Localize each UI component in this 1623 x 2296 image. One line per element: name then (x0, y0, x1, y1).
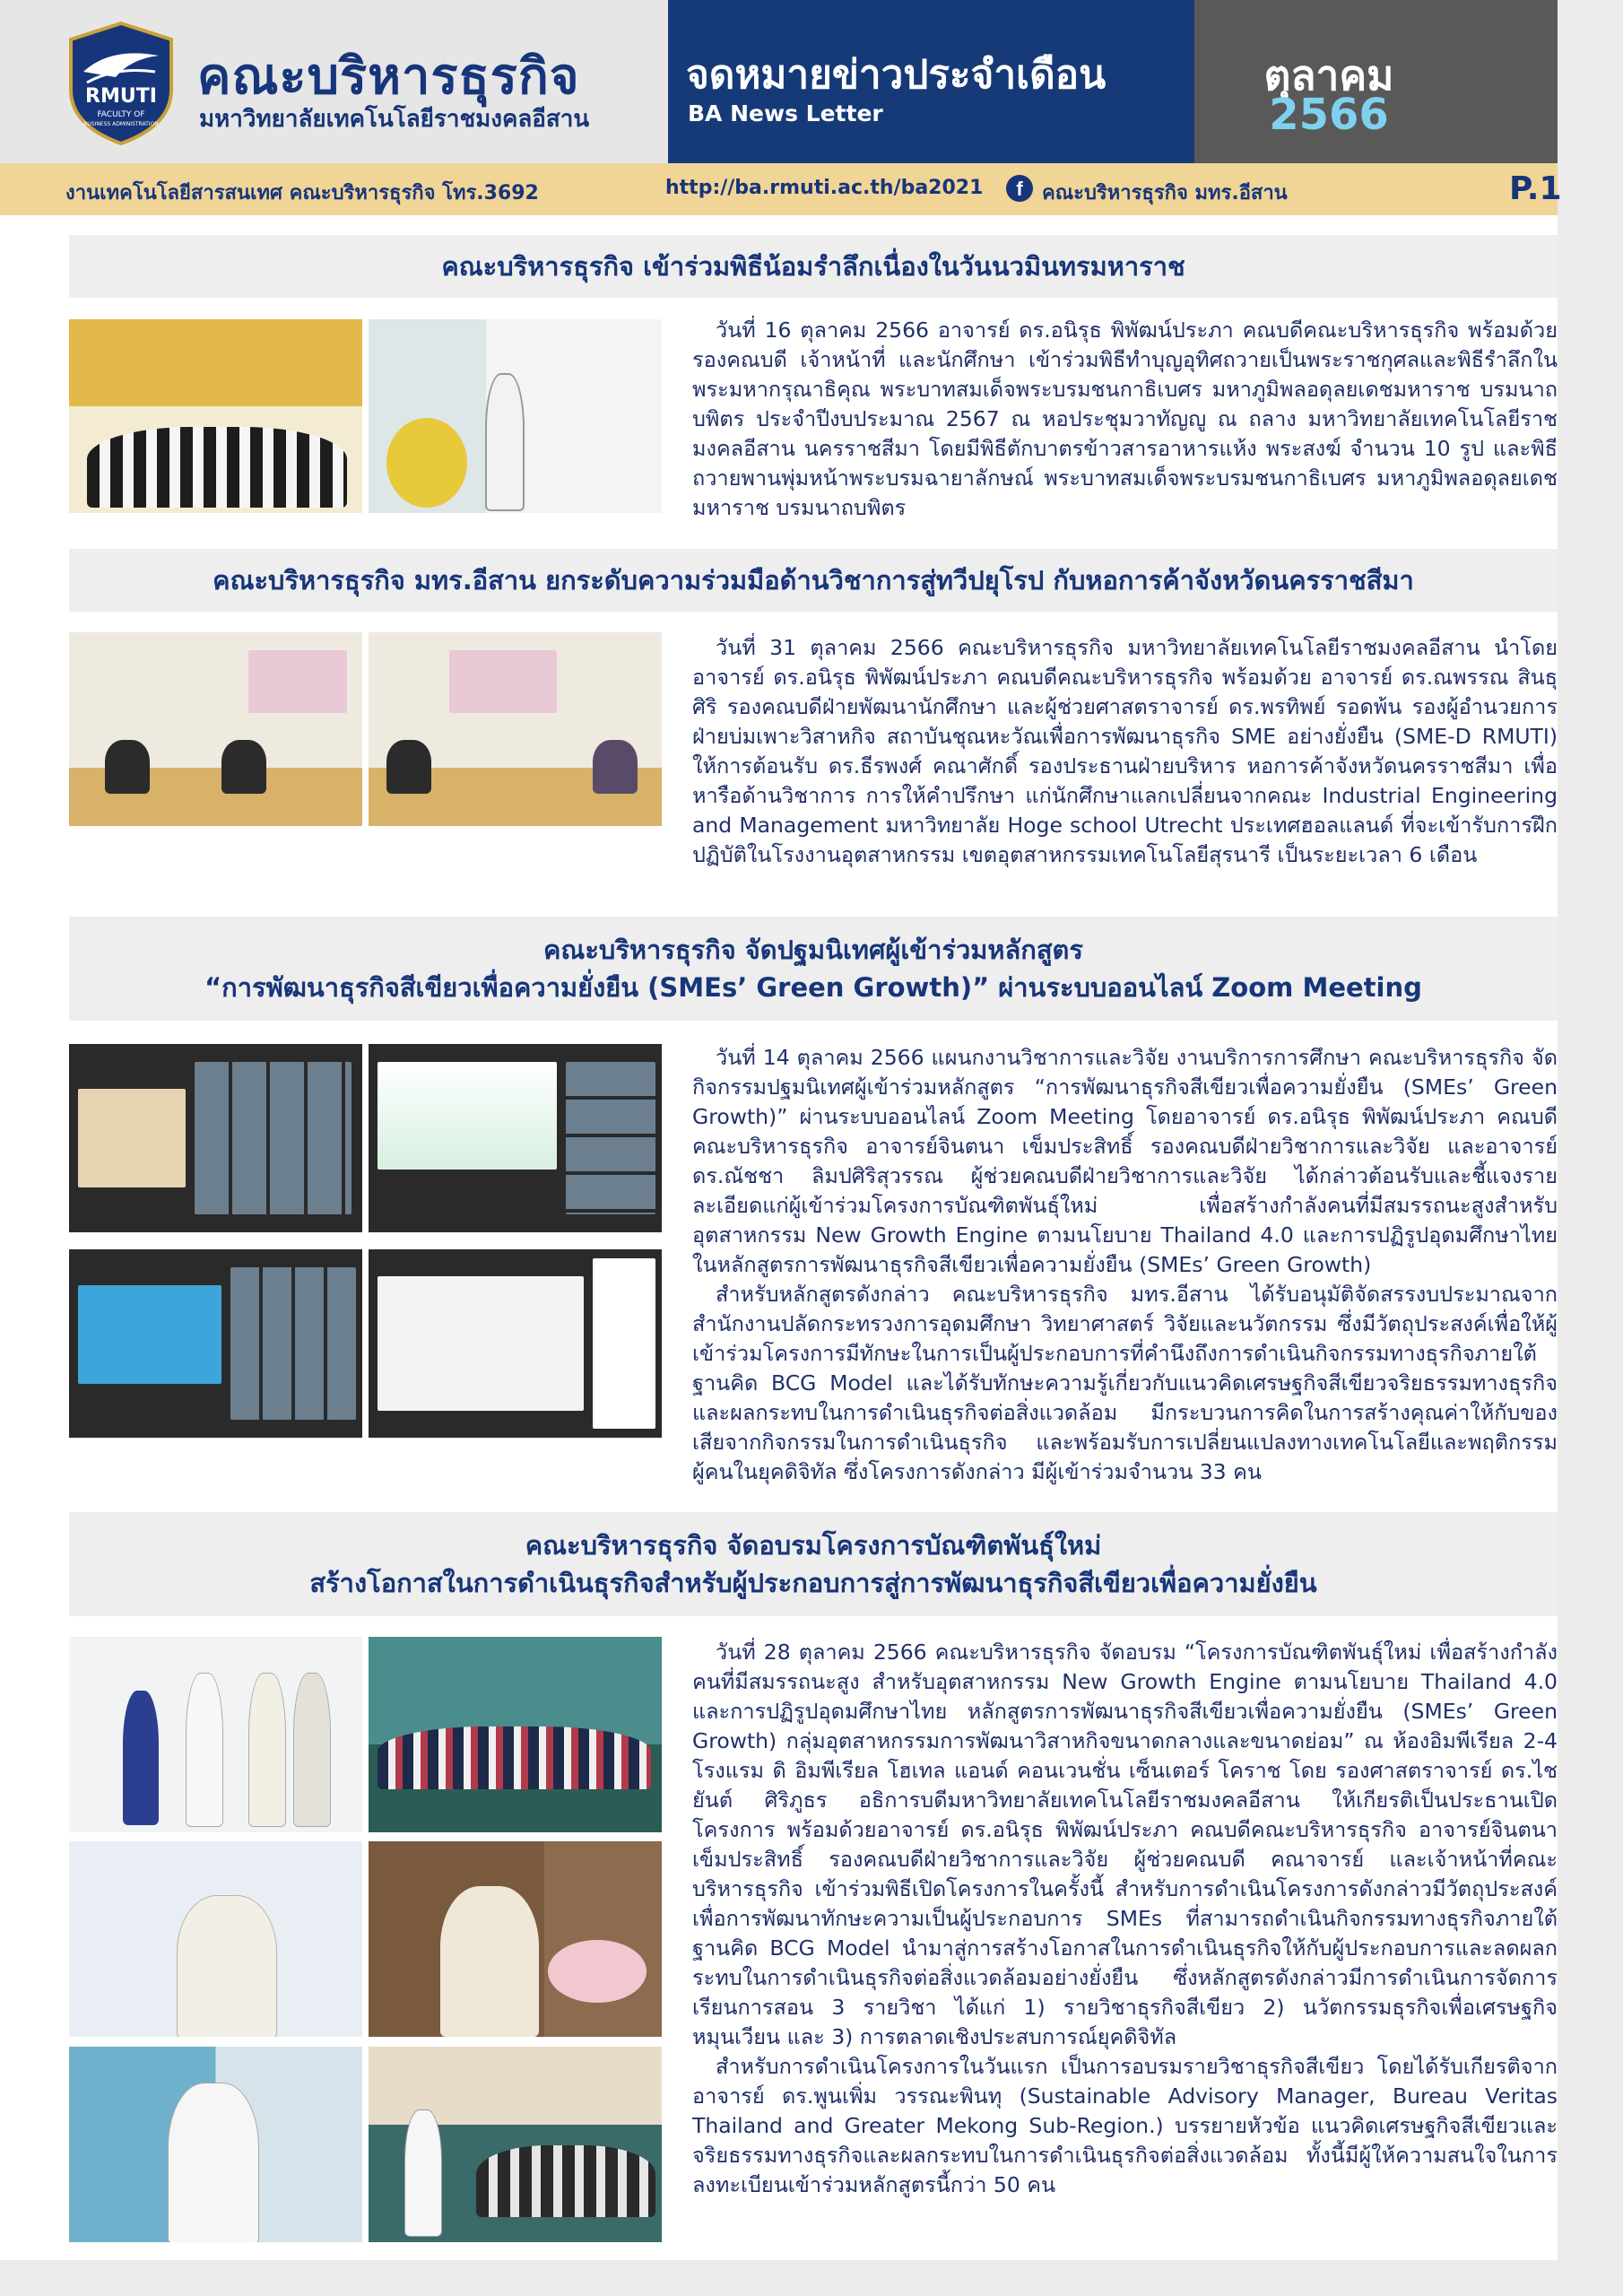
article-4-photo-speaker-2 (369, 1841, 662, 2037)
logo-subtext-1: FACULTY OF (97, 110, 145, 119)
article-3-paragraph-1: วันที่ 14 ตุลาคม 2566 แผนกงานวิชาการและวิจัย งานบริการการศึกษา คณะบริหารธุรกิจ จัดกิจกรรมปฐมนิเทศผู้เข้าร่วมหลักสูตร “การพัฒนาธุรกิจสีเขียวเพื่อความยั่งยืน (SMEs’ Green Growth)” ผ่านระบบออนไลน์ Zoom Meeting โดยอาจารย์ ดร.อนิรุธ พิพัฒน์ประภา คณบดีคณะบริหารธุรกิจ อาจารย์จินตนา เข็มประสิทธิ์ รองคณบดีฝ่ายวิชาการและวิจัย และอาจารย์ ดร.ณัชชา ลิมปศิริสุวรรณ ผู้ช่วยคณบดีฝ่ายวิชาการและวิจัย ได้กล่าวต้อนรับและชี้แจงรายละเอียดแก่ผู้เข้าร่วมโครงการบัณฑิตพันธุ์ใหม่ เพื่อสร้างกำลังคนที่มีสมรรถนะสูงสำหรับอุตสาหกรรม New Growth Engine ตามนโยบาย Thailand 4.0 และการปฏิรูปอุดมศึกษาไทย ในหลักสูตรการพัฒนาธุรกิจสีเขียวเพื่อความยั่งยืน (SMEs’ Green Growth) (692, 1045, 1558, 1277)
article-4-photo-group (369, 1637, 662, 1832)
article-4-title-line-2: สร้างโอกาสในการดำเนินธุรกิจสำหรับผู้ประกอบการสู่การพัฒนาธุรกิจสีเขียวเพื่อความยั่งยืน (309, 1568, 1317, 1598)
faculty-name: คณะบริหารธุรกิจ (197, 48, 580, 106)
article-3-photo-zoom-3 (69, 1249, 362, 1438)
article-3-body (692, 1043, 1558, 1487)
article-4-body (692, 1638, 1558, 2200)
article-2-title-line: คณะบริหารธุรกิจ มทร.อีสาน ยกระดับความร่วมมือด้านวิชาการสู่ทวีปยุโรป กับหอการค้าจังหวัดนครราชสีมา (213, 565, 1414, 596)
article-4-title-line-1: คณะบริหารธุรกิจ จัดอบรมโครงการบัณฑิตพันธุ์ใหม่ (525, 1530, 1102, 1561)
article-4-title (69, 1512, 1558, 1616)
masthead-date-block (1194, 0, 1558, 163)
article-3-title-line-2: “การพัฒนาธุรกิจสีเขียวเพื่อความยั่งยืน (SMEs’ Green Growth)” ผ่านระบบออนไลน์ Zoom Meeting (204, 972, 1422, 1003)
info-bar (0, 163, 1562, 215)
university-name: มหาวิทยาลัยเทคโนโลยีราชมงคลอีสาน (199, 106, 590, 133)
article-1-photo-group (69, 319, 362, 513)
article-2-photo-meeting-1 (69, 632, 362, 826)
article-4-photo-speaker-1 (69, 1841, 362, 2037)
article-1-body (692, 316, 1558, 523)
it-unit-contact: งานเทคโนโลยีสารสนเทศ คณะบริหารธุรกิจ โทร.3692 (65, 182, 539, 204)
rmuti-logo-icon (65, 20, 177, 147)
article-4-photo-room (369, 2047, 662, 2242)
article-4-paragraph-1: วันที่ 28 ตุลาคม 2566 คณะบริหารธุรกิจ จัดอบรม “โครงการบัณฑิตพันธุ์ใหม่ เพื่อสร้างกำลังคนที่มีสมรรถนะสูง สำหรับอุตสาหกรรม New Growth Engine ตามนโยบาย Thailand 4.0 และการปฏิรูปอุดมศึกษาไทย หลักสูตรการพัฒนาธุรกิจสีเขียวเพื่อความยั่งยืน (SMEs’ Green Growth) กลุ่มอุตสาหกรรมการพัฒนาวิสาหกิจขนาดกลางและขนาดย่อม” ณ ห้องอิมพีเรียล 2-4 โรงแรม ดิ อิมพีเรียล โฮเทล แอนด์ คอนเวนชั่น เซ็นเตอร์ โคราช โดย รองศาสตราจารย์ ดร.ไชยันต์ ศิริภูธร อธิการบดีมหาวิทยาลัยเทคโนโลยีราชมงคลอีสาน ให้เกียรติเป็นประธานเปิดโครงการ พร้อมด้วยอาจารย์ ดร.อนิรุธ พิพัฒน์ประภา คณบดีคณะบริหารธุรกิจ อาจารย์จินตนา เข็มประสิทธิ์ รองคณบดีฝ่ายวิชาการและวิจัย ผู้ช่วยคณบดี คณาจารย์ และเจ้าหน้าที่คณะบริหารธุรกิจ เข้าร่วมพิธีเปิดโครงการในครั้งนี้ สำหรับการดำเนินโครงการดังกล่าวมีวัตถุประสงค์เพื่อการพัฒนาทักษะความเป็นผู้ประกอบการ SMEs ที่สามารถดำเนินกิจกรรมทางธุรกิจภายใต้ฐานคิด BCG Model นำมาสู่การสร้างโอกาสในการดำเนินธุรกิจให้กับผู้ประกอบการและลดผลกระทบในการดำเนินธุรกิจต่อสิ่งแวดล้อมอย่างยั่งยืน ซึ่งหลักสูตรดังกล่าวมีการดำเนินการจัดการเรียนการสอน 3 รายวิชา ได้แก่ 1) รายวิชาธุรกิจสีเขียว 2) นวัตกรรมธุรกิจเพื่อเศรษฐกิจหมุนเวียน และ 3) การตลาดเชิงประสบการณ์ยุคดิจิทัล (692, 1639, 1558, 2049)
article-1-paragraph: วันที่ 16 ตุลาคม 2566 อาจารย์ ดร.อนิรุธ พิพัฒน์ประภา คณบดีคณะบริหารธุรกิจ พร้อมด้วยรองคณบดี เจ้าหน้าที่ และนักศึกษา เข้าร่วมพิธีทำบุญอุทิศถวายเป็นพระราชกุศลและพิธีรำลึกในพระมหากรุณาธิคุณ พระบาทสมเด็จพระบรมชนกาธิเบศร มหาภูมิพลอดุลยเดชมหาราช บรมนาถบพิตร ประจำปีงบประมาณ 2567 ณ หอประชุมวาทัญญู ณ ถลาง มหาวิทยาลัยเทคโนโลยีราชมงคลอีสาน นครราชสีมา โดยมีพิธีตักบาตรข้าวสารอาหารแห้ง พระสงฆ์ จำนวน 10 รูป และพิธีถวายพานพุ่มหน้าพระบรมฉายาลักษณ์ พระบาทสมเด็จพระบรมชนกาธิเบศร มหาภูมิพลอดุลยเดชมหาราช บรมนาถบพิตร (692, 317, 1558, 520)
article-3-photo-zoom-2 (369, 1044, 662, 1232)
facebook-icon[interactable]: f (1006, 175, 1033, 202)
article-3-paragraph-2: สำหรับหลักสูตรดังกล่าว คณะบริหารธุรกิจ มทร.อีสาน ได้รับอนุมัติจัดสรรงบประมาณจากสำนักงานปลัดกระทรวงการอุดมศึกษา วิทยาศาสตร์ วิจัยและนวัตกรรม ซึ่งมีวัตถุประสงค์เพื่อให้ผู้เข้าร่วมโครงการมีทักษะในการเป็นผู้ประกอบการที่คำนึงถึงการดำเนินกิจกรรมทางธุรกิจภายใต้ฐานคิด BCG Model และได้รับทักษะความรู้เกี่ยวกับแนวคิดเศรษฐกิจสีเขียวจริยธรรมทางธุรกิจและผลกระทบในการดำเนินธุรกิจต่อสิ่งแวดล้อม มีกระบวนการคิดในการสร้างคุณค่าให้กับของเสียจากกิจกรรมในการดำเนินธุรกิจ และพร้อมรับการเปลี่ยนแปลงทางเทคโนโลยีและพฤติกรรมผู้คนในยุคดิจิทัล ซึ่งโครงการดังกล่าว มีผู้เข้าร่วมจำนวน 33 คน (692, 1282, 1558, 1484)
article-3-title (69, 917, 1558, 1021)
facebook-page-link[interactable]: คณะบริหารธุรกิจ มทร.อีสาน (1042, 182, 1288, 204)
article-4-photo-speaker-3 (69, 2047, 362, 2242)
masthead (0, 0, 1558, 163)
masthead-newsletter-block (668, 0, 1194, 163)
newsletter-title: จดหมายข่าวประจำเดือน (686, 52, 1107, 98)
article-2-paragraph: วันที่ 31 ตุลาคม 2566 คณะบริหารธุรกิจ มหาวิทยาลัยเทคโนโลยีราชมงคลอีสาน นำโดย อาจารย์ ดร.อนิรุธ พิพัฒน์ประภา คณบดีคณะบริหารธุรกิจ พร้อมด้วย อาจารย์ ดร.ณพรรณ สินธุศิริ รองคณบดีฝ่ายพัฒนานักศึกษา และผู้ช่วยศาสตราจารย์ ดร.พรทิพย์ รอดพ้น รองผู้อำนวยการฝ่ายบ่มเพาะวิสาหกิจ สถาบันชุณหะวัณเพื่อการพัฒนาธุรกิจ SME อย่างยั่งยืน (SME-D RMUTI) ให้การต้อนรับ ดร.ธีรพงศ์ คณาศักดิ์ รองประธานฝ่ายบริหาร หอการค้าจังหวัดนครราชสีมา เพื่อหารือด้านวิชาการ การให้คำปรึกษา แก่นักศึกษาแลกเปลี่ยนจากคณะ Industrial Engineering and Management มหาวิทยาลัย Hoge school Utrecht ประเทศฮอลแลนด์ ที่จะเข้ารับการฝึกปฏิบัติในโรงงานอุตสาหกรรม เขตอุตสาหกรรมเทคโนโลยีสุรนารี เป็นระยะเวลา 6 เดือน (692, 635, 1558, 867)
article-3-title-line-1: คณะบริหารธุรกิจ จัดปฐมนิเทศผู้เข้าร่วมหลักสูตร (543, 935, 1083, 965)
issue-year: 2566 (1269, 90, 1389, 140)
article-4-paragraph-2: สำหรับการดำเนินโครงการในวันแรก เป็นการอบรมรายวิชาธุรกิจสีเขียว โดยได้รับเกียรติจากอาจารย์ ดร.พูนเพิ่ม วรรณะพินทุ (Sustainable Advisory Manager, Bureau Veritas Thailand and Greater Mekong Sub-Region.) บรรยายหัวข้อ แนวคิดเศรษฐกิจสีเขียวและจริยธรรมทางธุรกิจและผลกระทบในการดำเนินธุรกิจต่อสิ่งแวดล้อม ทั้งนี้มีผู้ให้ความสนใจในการลงทะเบียนเข้าร่วมหลักสูตรนี้กว่า 50 คน (692, 2054, 1558, 2197)
logo-subtext-2: BUSINESS ADMINISTRATION (83, 121, 159, 127)
issue-month: ตุลาคม (1263, 51, 1394, 100)
article-3-photo-zoom-4 (369, 1249, 662, 1438)
website-link[interactable]: http://ba.rmuti.ac.th/ba2021 (665, 177, 984, 199)
article-2-photo-meeting-2 (369, 632, 662, 826)
article-4-photo-award (69, 1637, 362, 1832)
article-2-body (692, 633, 1558, 870)
article-3-photo-zoom-1 (69, 1044, 362, 1232)
newsletter-subtitle: BA News Letter (688, 100, 883, 126)
article-2-title (69, 549, 1558, 612)
article-1-photo-ceremony (369, 319, 662, 513)
masthead-faculty-block (0, 0, 668, 163)
page-number: P.1 (1509, 170, 1562, 207)
article-1-title (69, 235, 1558, 298)
article-1-title-line: คณะบริหารธุรกิจ เข้าร่วมพิธีน้อมรำลึกเนื่องในวันนวมินทรมหาราช (441, 251, 1185, 282)
logo-text: RMUTI (85, 85, 157, 108)
